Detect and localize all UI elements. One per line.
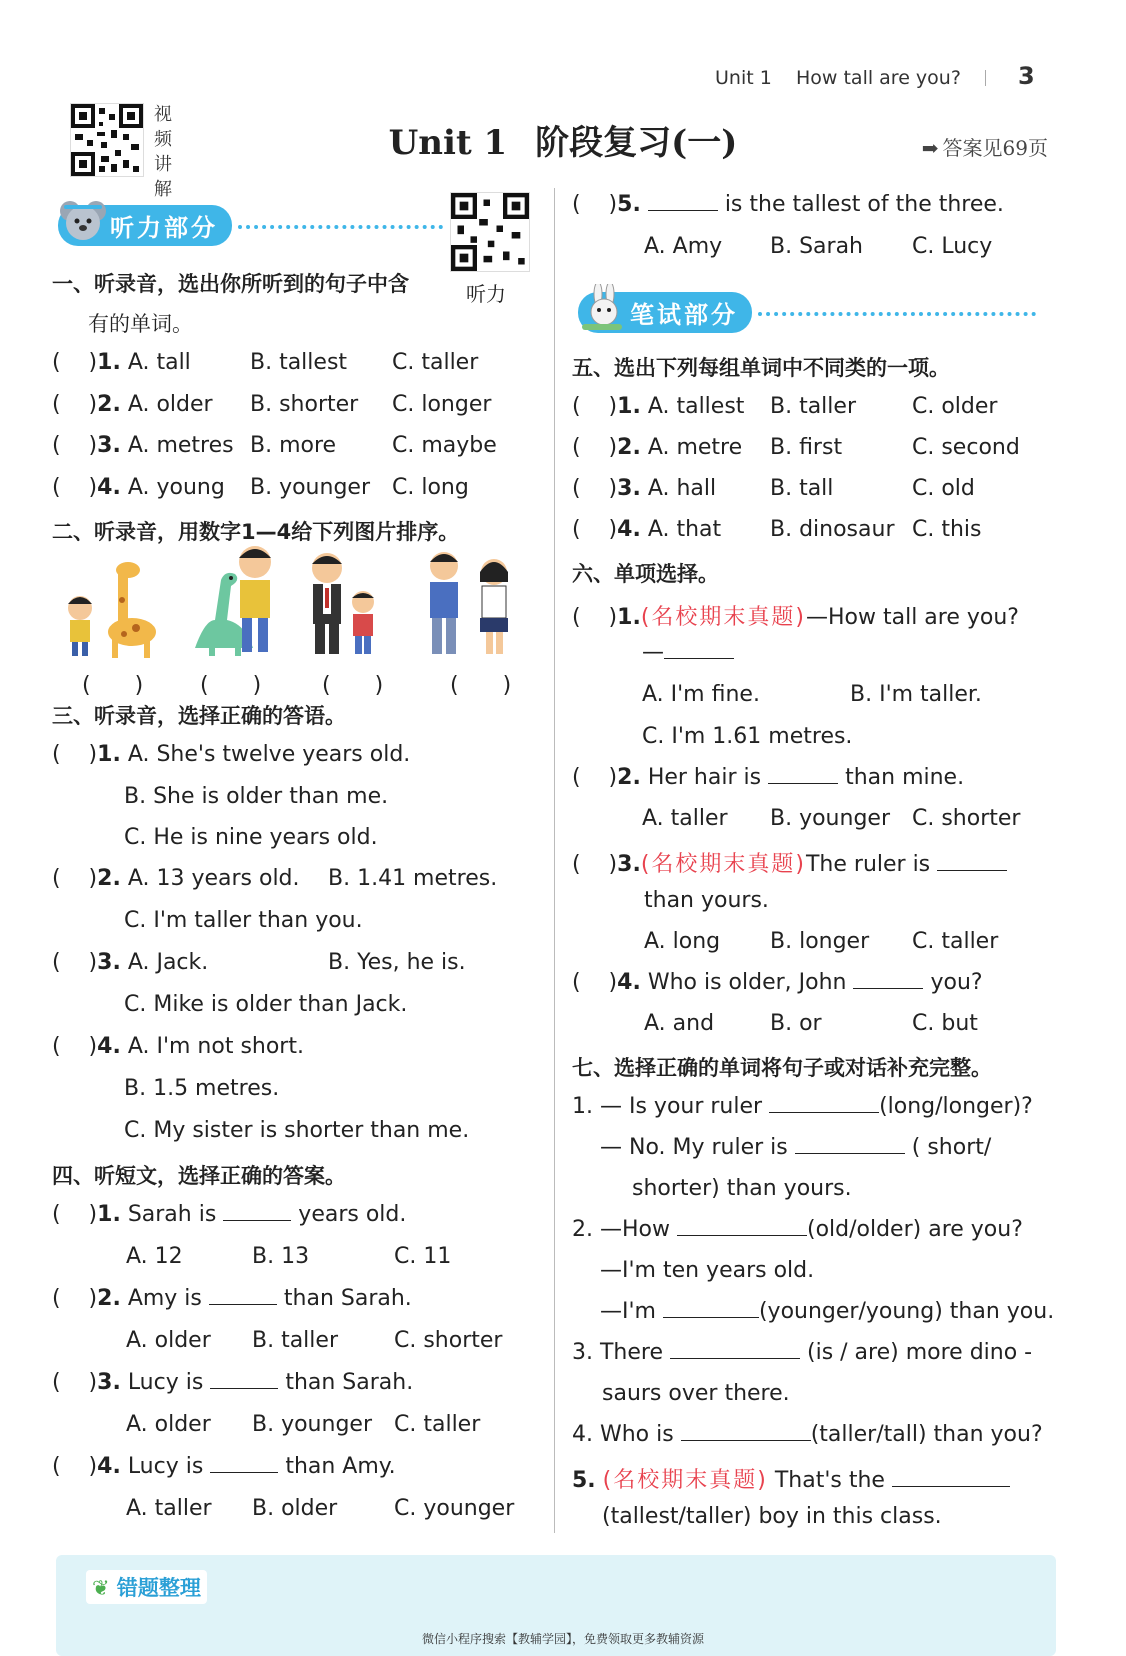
answer-blank[interactable] [209, 1286, 277, 1305]
section-1-heading-cont: 有的单词。 [88, 312, 193, 336]
s5-q2-option-b: B. first [770, 435, 843, 460]
rabbit-mascot-icon [578, 284, 628, 334]
s1-q3-option-b: B. more [250, 433, 337, 458]
s1-q1-option-c: C. taller [392, 350, 479, 375]
arrow-right-icon: ➡ [921, 136, 939, 160]
s6-q1-answer-line[interactable]: — [642, 640, 734, 665]
s4-q3-option-c: C. taller [394, 1412, 481, 1437]
s4-q1-option-b: B. 13 [252, 1244, 310, 1269]
s7-item-2-reply-2: —I'm (younger/young) than you. [600, 1299, 1055, 1324]
s6-q1-option-b: B. I'm taller. [850, 682, 982, 707]
section-1-heading: 一、听录音，选出你所听到的句子中含 [52, 272, 409, 296]
s6-question-3: ( )3.(名校期末真题)The ruler is [572, 847, 1007, 878]
s3-q2-option-b: B. 1.41 metres. [328, 866, 498, 891]
boy-with-giraffe-picture [60, 560, 190, 660]
s1-q2-option-b: B. shorter [250, 392, 359, 417]
s7-item-5-cont: (tallest/taller) boy in this class. [602, 1504, 942, 1529]
running-header [715, 62, 1035, 90]
s4-q4-option-c: C. younger [394, 1496, 515, 1521]
answer-blank[interactable] [210, 1370, 278, 1389]
s3-q1-option-b: B. She is older than me. [124, 784, 389, 809]
section-2-heading: 二、听录音，用数字1—4给下列图片排序。 [52, 520, 460, 544]
s4-q1-option-c: C. 11 [394, 1244, 452, 1269]
s7-item-3: 3. There (is / are) more dino - [572, 1340, 1033, 1365]
answer-blank[interactable] [670, 1340, 800, 1359]
section-5-heading: 五、选出下列每组单词中不同类的一项。 [572, 356, 950, 380]
s5-question-2: ( )2. A. metre [572, 435, 743, 460]
listening-qr-code-icon[interactable] [450, 192, 530, 272]
answer-blank[interactable] [681, 1422, 811, 1441]
s3-question-4: ( )4. A. I'm not short. [52, 1034, 304, 1059]
s3-question-3: ( )3. A. Jack. [52, 950, 209, 975]
s1-question-2: ( )2. A. older [52, 392, 213, 417]
s7-item-1-cont: shorter) than yours. [632, 1176, 852, 1201]
s3-q3-option-b: B. Yes, he is. [328, 950, 466, 975]
s1-q4-option-b: B. younger [250, 475, 370, 500]
s5-q4-option-c: C. this [912, 517, 982, 542]
boy-thinking-picture [220, 540, 290, 660]
s4-question-4: ( )4. Lucy is than Amy. [52, 1454, 396, 1479]
section-6-heading: 六、单项选择。 [572, 562, 719, 586]
listening-section-banner: 听力部分 [58, 205, 443, 245]
header-title: How tall are you? [795, 67, 961, 89]
answer-blank[interactable] [853, 970, 923, 989]
leaf-icon: ❦ [92, 1576, 110, 1600]
video-lecture-label: 视 频 讲 解 [154, 104, 172, 200]
s6-q3-text-cont: than yours. [644, 888, 769, 913]
section-4-heading: 四、听短文，选择正确的答案。 [52, 1164, 346, 1188]
s4-q2-option-a: A. older [126, 1328, 211, 1353]
section-7-heading: 七、选择正确的单词将句子或对话补充完整。 [572, 1056, 992, 1080]
answer-blank[interactable] [892, 1468, 1010, 1487]
answer-blank[interactable] [769, 1094, 879, 1113]
s4-q4-option-a: A. taller [126, 1496, 212, 1521]
page-title: Unit 1 阶段复习(一) [388, 123, 738, 163]
s6-q1-option-c: C. I'm 1.61 metres. [642, 724, 853, 749]
s1-question-3: ( )3. A. metres [52, 433, 234, 458]
s5-question-4: ( )4. A. that [572, 517, 722, 542]
answer-blank[interactable] [210, 1454, 278, 1473]
s4-q2-option-b: B. taller [252, 1328, 338, 1353]
s4-q3-option-a: A. older [126, 1412, 211, 1437]
s7-item-1-reply: — No. My ruler is ( short/ [600, 1135, 992, 1160]
answer-blank[interactable] [223, 1202, 291, 1221]
s4-question-5: ( )5. is the tallest of the three. [572, 192, 1004, 217]
s6-q1-option-a: A. I'm fine. [642, 682, 760, 707]
koala-mascot-icon [58, 197, 108, 247]
s3-q1-option-c: C. He is nine years old. [124, 825, 378, 850]
s4-q2-option-c: C. shorter [394, 1328, 503, 1353]
s5-q4-option-b: B. dinosaur [770, 517, 895, 542]
s3-question-2: ( )2. A. 13 years old. [52, 866, 300, 891]
header-unit: Unit 1 [715, 67, 772, 89]
answer-reference: ➡ 答案见69页 [921, 136, 1048, 160]
s1-q3-option-c: C. maybe [392, 433, 497, 458]
s4-q5-option-b: B. Sarah [770, 234, 863, 259]
s5-question-1: ( )1. A. tallest [572, 394, 745, 419]
writing-section-banner: 笔试部分 [578, 292, 1036, 332]
s6-q2-option-c: C. shorter [912, 806, 1021, 831]
picture-order-blank[interactable]: ( ) [200, 673, 262, 698]
s5-q1-option-c: C. older [912, 394, 998, 419]
man-and-boy-picture [305, 548, 385, 660]
picture-order-blank[interactable]: ( ) [82, 673, 144, 698]
picture-order-blank[interactable]: ( ) [450, 673, 512, 698]
s6-q2-option-a: A. taller [642, 806, 728, 831]
s7-item-4: 4. Who is (taller/tall) than you? [572, 1422, 1043, 1447]
s4-question-2: ( )2. Amy is than Sarah. [52, 1286, 412, 1311]
s7-item-2: 2. —How (old/older) are you? [572, 1217, 1023, 1242]
s5-q1-option-b: B. taller [770, 394, 856, 419]
s6-question-1: ( )1.(名校期末真题)—How tall are you? [572, 605, 1019, 630]
s4-question-1: ( )1. Sarah is years old. [52, 1202, 407, 1227]
s4-q4-option-b: B. older [252, 1496, 338, 1521]
s3-question-1: ( )1. A. She's twelve years old. [52, 742, 411, 767]
s1-q2-option-c: C. longer [392, 392, 492, 417]
s7-item-1: 1. — Is your ruler (long/longer)? [572, 1094, 1033, 1119]
s3-q2-option-c: C. I'm taller than you. [124, 908, 363, 933]
mistake-notes-label: ❦ 错题整理 [86, 1570, 207, 1604]
s3-q3-option-c: C. Mike is older than Jack. [124, 992, 408, 1017]
s6-q4-option-a: A. and [644, 1011, 715, 1036]
column-divider [554, 188, 555, 1533]
answer-blank[interactable] [795, 1135, 905, 1154]
dotted-rule [238, 225, 443, 229]
s4-q5-option-c: C. Lucy [912, 234, 993, 259]
s6-q4-option-c: C. but [912, 1011, 978, 1036]
s6-q4-option-b: B. or [770, 1011, 822, 1036]
s5-q2-option-c: C. second [912, 435, 1020, 460]
answer-blank[interactable] [937, 852, 1007, 871]
answer-blank[interactable] [663, 1299, 759, 1318]
s6-question-4: ( )4. Who is older, John you? [572, 970, 983, 995]
s4-q5-option-a: A. Amy [644, 234, 723, 259]
s3-q4-option-c: C. My sister is shorter than me. [124, 1118, 470, 1143]
answer-blank[interactable] [677, 1217, 807, 1236]
s4-question-3: ( )3. Lucy is than Sarah. [52, 1370, 414, 1395]
s3-q4-option-b: B. 1.5 metres. [124, 1076, 280, 1101]
s6-q3-option-c: C. taller [912, 929, 999, 954]
s1-question-1: ( )1. A. tall [52, 350, 191, 375]
s5-q3-option-c: C. old [912, 476, 975, 501]
s1-q1-option-b: B. tallest [250, 350, 348, 375]
s7-item-3-cont: saurs over there. [602, 1381, 790, 1406]
s4-q1-option-a: A. 12 [126, 1244, 183, 1269]
listening-qr-label: 听力 [466, 282, 506, 306]
section-3-heading: 三、听录音，选择正确的答语。 [52, 704, 346, 728]
s6-q3-option-b: B. longer [770, 929, 870, 954]
picture-order-blank[interactable]: ( ) [322, 673, 384, 698]
header-divider [985, 70, 986, 86]
s6-q3-option-a: A. long [644, 929, 721, 954]
footer-note: 微信小程序搜索【教辅学园】，免费领取更多教辅资源 [421, 1632, 704, 1646]
s6-question-2: ( )2. Her hair is than mine. [572, 765, 965, 790]
s1-q4-option-c: C. long [392, 475, 469, 500]
answer-blank[interactable] [768, 765, 838, 784]
s5-question-3: ( )3. A. hall [572, 476, 717, 501]
boy-and-girl-picture [420, 548, 520, 660]
dotted-rule [758, 312, 1036, 316]
s5-q3-option-b: B. tall [770, 476, 834, 501]
s6-q2-option-b: B. younger [770, 806, 890, 831]
s4-q3-option-b: B. younger [252, 1412, 372, 1437]
s7-item-5: 5. (名校期末真题) That's the [572, 1463, 1010, 1494]
s1-question-4: ( )4. A. young [52, 475, 225, 500]
s7-item-2-reply: —I'm ten years old. [600, 1258, 815, 1283]
page-number: 3 [1018, 62, 1035, 90]
answer-blank[interactable] [648, 192, 718, 211]
